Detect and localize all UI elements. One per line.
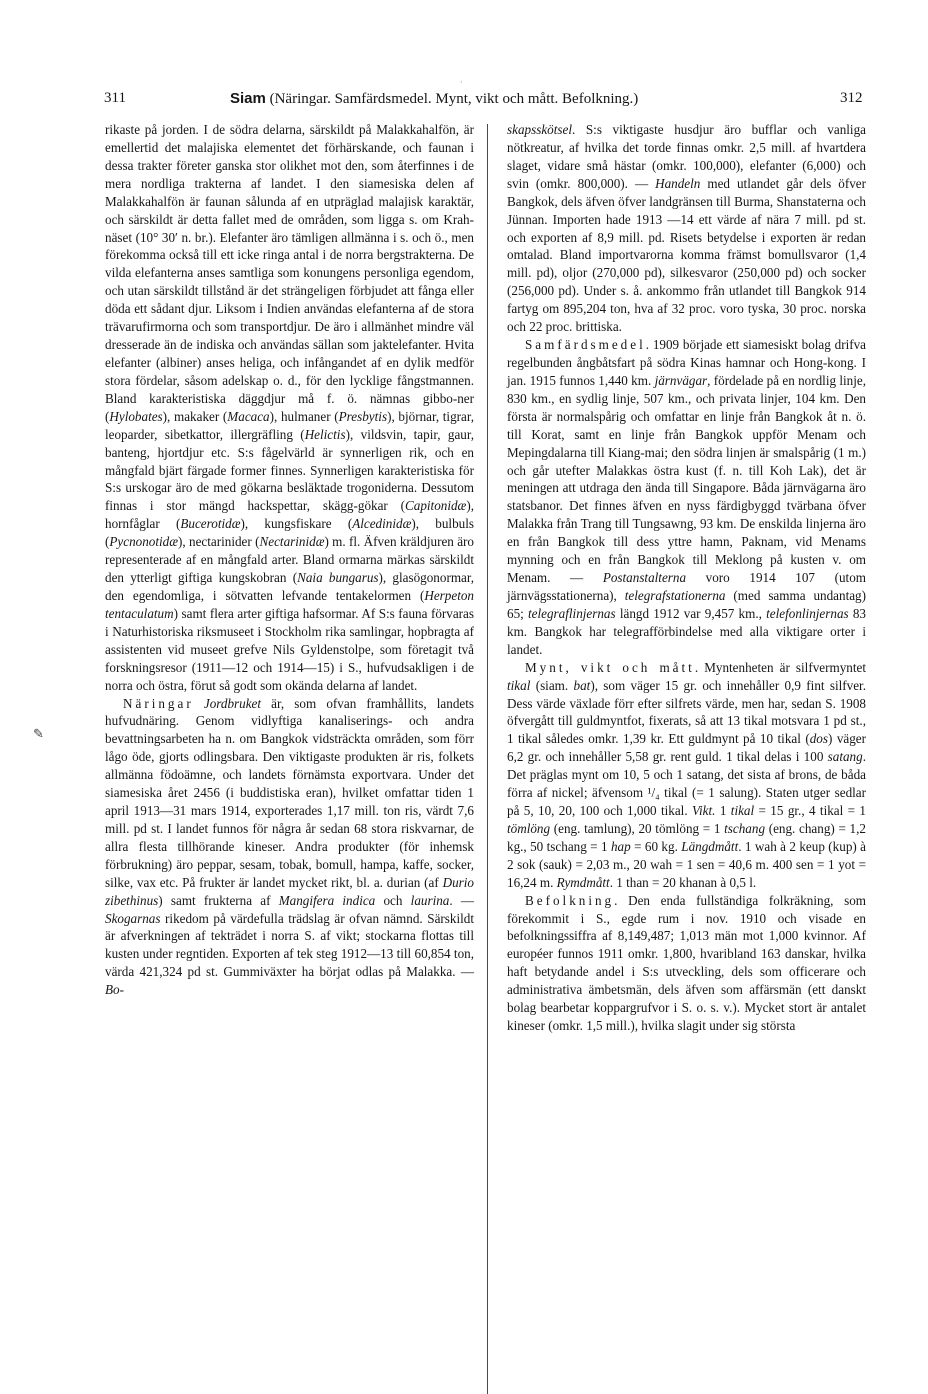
page-header [0, 90, 928, 112]
running-head-subtitle: (Näringar. Samfärdsmedel. Mynt, vikt och mått. Befolkning.) [265, 91, 639, 107]
samfardsmedel-paragraph: Samfärdsmedel. 1909 började ett siamesiskt bolag drifva regelbunden ångbåtsfart på södra Kinas hamnar och Hong-kong. I jan. 1915 funnos 1,440 km. järnvägar, fördelade på en nordlig linje, 830 km., en sydlig linje, 507 km., och privata linjer, 104 km. Den första är normalspårig och omfattar en linje från Bangkok åt n. ö. till Korat, samt en linje från Bangkok uppför Menam och Mepingdalarna till Kiang-mai; den södra linjen är smalspårig (1 m.) och går utefter Malakkas östra kust (f. n. till Koh Lak), det är meningen att utdraga den ända till Singapore. Båda järnvägarna äro statsbanor. Det finnes äfven en nyss färdigbyggd tvärbana öfver Malakka från Trang till Tungsawng, 93 km. De enskilda linjerna äro en från Bangkok till dess yttre hamn, Paknam, vid Menams mynning och en från Bangkok till Meklong på kusten v. om Menam. — Postanstalterna voro 1914 107 (utom järnvägsstationerna), telegrafstationerna (med samma undantag) 65; telegraflinjernas längd 1912 var 9,457 km., telefonlinjernas 83 km. Bangkok har telegrafförbindelse med alla viktigare orter i landet. [507, 337, 866, 657]
naringar-paragraph: Näringar Jordbruket är, som ofvan framhållits, landets hufvudnäring. Genom vidlyftiga kanaliserings- och andra bevattningsarbeten ha n. om Bangkok vidsträckta områden, som förr lågo öde, gjorts odlingsbara. Den viktigaste produkten är ris, folkets allmänna födoämne, och landets förnämsta exportvara. Under det siamesiska året 2456 (i buddistiska eran), hvilket omfattar tiden 1 april 1913—31 mars 1914, exporterades 1,17 mill. ton ris, värdt 7,6 mill. pd st. I landet funnos för några år sedan 68 stora riskvarnar, de allra flesta tillhörande kineser. Andra produkter (för inhemsk förbrukning) äro peppar, sesam, tobak, bomull, hampa, kaffe, socker, silke, vax etc. På frukter är landet mycket rikt, bl. a. durian (af Durio zibethinus) samt frukterna af Mangifera indica och laurina. — Skogarnas rikedom på värdefulla trädslag är ofvan nämnd. Särskildt är afverkningen af tekträdet i norra S. af vikt; stockarna flottas till kusten under regntiden. Exporten af tek steg 1912—13 till 60,854 ton, värda 421,324 pd st. Gummiväxter ha börjat odlas på Malakka. — Bo- [105, 695, 475, 998]
page-number-left: 311 [104, 90, 126, 106]
margin-mark: ✎ [33, 726, 44, 741]
column-divider [487, 124, 488, 1394]
section-heading-naringar: Näringar [123, 695, 194, 711]
mynt-paragraph: Mynt, vikt och mått. Myntenheten är silfvermyntet tikal (siam. bat), som väger 15 gr. och innehåller 0,9 fint silfver. Dess värde växlade förr efter silfrets värde, men har, sedan S. 1908 öfvergått till guldmyntfot, fixerats, så att 13 tikal motsvara 1 pd st., 1 tikal således omkr. 1,39 kr. Ett guldmynt på 10 tikal (dos) väger 6,2 gr. och innehåller 5,58 gr. rent guld. 1 tikal delas i 100 satang. Det präglas mynt om 10, 5 och 1 satang, det sista af brons, de båda förra af nickel; äfvensom ¹/₄ tikal (= 1 salung). Staten utger sedlar på 5, 10, 20, 100 och 1,000 tikal. Vikt. 1 tikal = 15 gr., 4 tikal = 1 tömlöng (eng. tamlung), 20 tömlöng = 1 tschang (eng. chang) = 1,2 kg., 50 tschang = 1 hap = 60 kg. Längdmått. 1 wah à 2 keup (kup) à 2 sok (sauk) = 2,03 m., 20 wah = 1 sen = 40,6 m. 400 sen = 1 yot = 16,24 m. Rymdmått. 1 than = 20 khanan à 0,5 l. [507, 659, 867, 890]
page-speck: · [460, 78, 463, 87]
right-column [507, 121, 866, 1035]
section-heading-samfardsmedel: Samfärdsmedel [525, 337, 646, 353]
fauna-paragraph: rikaste på jorden. I de södra delarna, särskildt på Malakkahalfön, är emellertid det malajiska elementet det förhärskande, och faunan i dessa trakter företer ganska stor olikhet mot den, som återfinnes i de mera nordliga trakterna af landet. I den siamesiska delen af Malakkahalfön är faunan sålunda af en utpräglad malajisk karaktär, och särskildt är detta fallet med de områden, som ligga s. om Krah-näset (10° 30′ n. br.). Elefanter äro tämligen allmänna i s. och ö., men förekomma också till ett icke ringa antal i de norra bergstrakterna. De vilda elefanterna anses samtliga som konungens personliga egendom, och utan särskildt tillstånd är det strängeligen förbjudet att fånga eller döda ett sådant djur. Liksom i Indien användas elefanterna af de stora trävarufirmorna och som transportdjur. De äro i allmänhet mindre väl dresserade än de indiska och användas sällan som jaktelefanter. Hvita elefanter (albiner) anses heliga, och infångandet af en dylik medför stora fördelar, såsom adelskap o. d., för den lycklige fångstmannen. Bland karakteristiska däggdjur må f. ö. nämnas gibbo-ner (Hylobates), makaker (Macaca), hulmaner (Presbytis), björnar, tigrar, leoparder, sibetkattor, illergräfling (Helictis), vildsvin, tapir, gaur, banteng, hjortdjur etc. S:s fågelvärld är synnerligen rik, och en mångfald bjärt färgade former finnes. Synnerligen karakteristiska för S:s urskogar äro de med gökarna besläktade trogoniderna. Dessutom finnas i stor mängd hackspettar, skägg-gökar (Capitonidæ), hornfåglar (Bucerotidæ), kungsfiskare (Alcedinidæ), bulbuls (Pycnonotidæ), nectarinider (Nectarinidæ) m. fl. Äfven kräldjuren äro representerade af en mångfald arter. Bland ormarna märkas särskildt den ytterligt giftiga kungskobran (Naia bungarus), glasögonormar, den egendomliga, i sötvatten lefvande tentakelormen (Herpeton tentaculatum) samt flera arter giftiga hafsormar. Af S:s fauna förvaras i Naturhistoriska riksmuseet i Stockholm rika samlingar, hopbragta af assistenten vid museet grefve Nils Gyldenstolpe, som företagit två forskningsresor (1911—12 och 1914—15) i S., hufvudsakligen i de norra och östra, förut så godt som okända delarna af landet. [105, 122, 475, 693]
page-number-right: 312 [840, 90, 863, 106]
section-heading-mynt: Mynt, vikt och mått [525, 659, 695, 675]
boskapsskotsel-paragraph: skapsskötsel. S:s viktigaste husdjur äro bufflar och vanliga nötkreatur, af hvilka det torde finnas omkr. 2,5 mill. af hvartdera slaget, vidare små hästar (omkr. 100,000), elefanter (6,000) och svin (omkr. 800,000). — Handeln med utlandet går dels öfver Bangkok, dels äfven öfver landgränsen till Burma, Shanstaterna och Jünnan. Importen hade 1913 —14 ett värde af nära 7 mill. pd st. och exporten af 8,9 mill. pd. Risets betydelse i exporten är redan omtalad. Bland importvarorna komma främst bomullsvaror (1,4 mill. pd), oljor (270,000 pd), silkesvaror (250,000 pd) och socker (256,000 pd). Under s. å. ankommo från utlandet till Bangkok 914 fartyg om 895,204 ton, hva af 32 proc. voro tyska, 30 proc. norska och 22 proc. brittiska. [507, 122, 866, 335]
running-head [230, 90, 638, 108]
section-heading-befolkning: Befolkning [525, 892, 615, 908]
befolkning-paragraph: Befolkning. Den enda fullständiga folkräkning, som förekommit i S., egde rum i nov. 1910 och visade en befolkningssiffra af 8,149,487; 1,013 män mot 1,000 kvinnor. Af européer funnos 1911 omkr. 1,800, hvaribland 163 danskar, hvilka haft betydande andel i S:s utveckling, dels som officerare och administrativa ämbetsmän, dels äfven som affärsmän (ett danskt bolag bearbetar koppargrufvor i S. o. s. v.). Mycket stort är antalet kineser (omkr. 1,5 mill.), hvilka slagit under sig största [507, 892, 866, 1034]
left-column [105, 121, 474, 999]
running-head-keyword: Siam [230, 90, 266, 107]
